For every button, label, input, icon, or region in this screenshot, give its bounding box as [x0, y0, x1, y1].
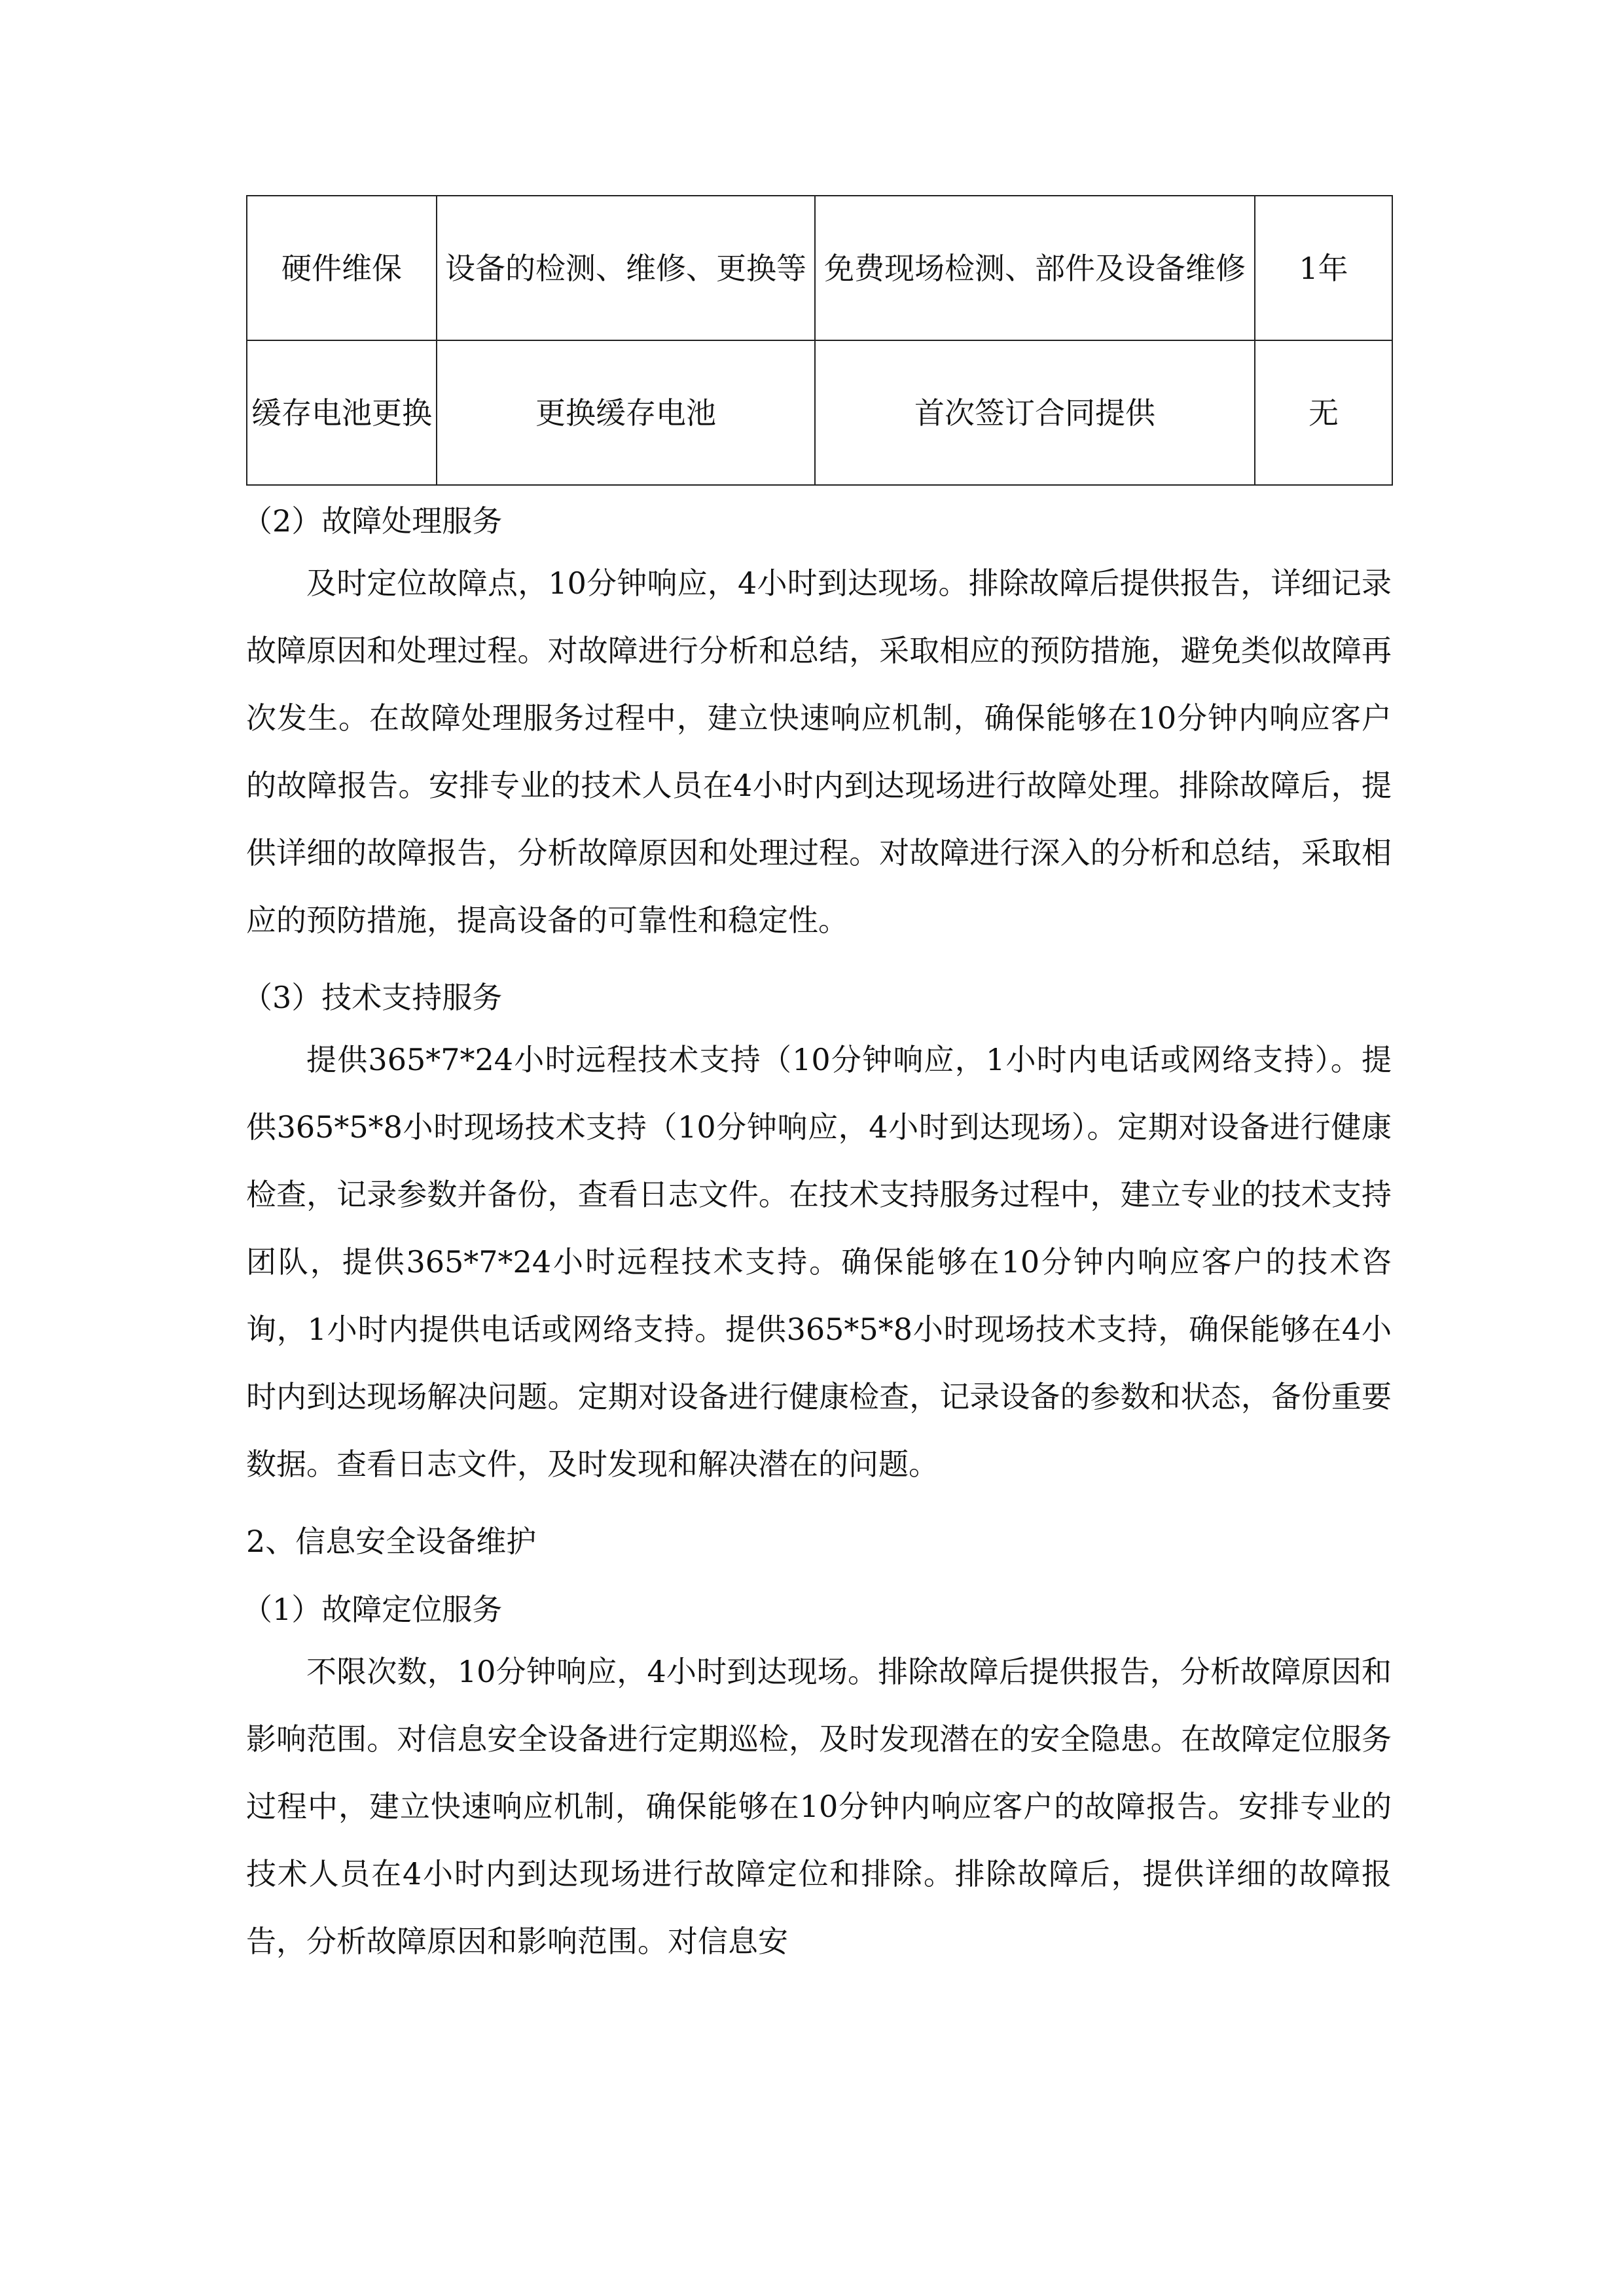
table-cell: 1年 [1255, 196, 1392, 340]
security-section-heading: 2、信息安全设备维护 [246, 1524, 537, 1559]
tech-support-body: 提供365*7*24小时远程技术支持（10分钟响应，1小时内电话或网络支持）。提供365*5*8小时现场技术支持（10分钟响应，4小时到达现场）。定期对设备进行健康检查，记录参数并备份，查看日志文件。在技术支持服务过程中，建立专业的技术支持团队，提供365*7*24小时远程技术支持。确保能够在10分钟内响应客户的技术咨询，1小时内提供电话或网络支持。提供365*5*8小时现场技术支持，确保能够在4小时内到达现场解决问题。定期对设备进行健康检查，记录设备的参数和状态，备份重要数据。查看日志文件，及时发现和解决潜在的问题。 [246, 1042, 1392, 1482]
table-cell: 硬件维保 [247, 196, 437, 340]
document-page [242, 195, 1392, 1975]
fault-location-body: 不限次数，10分钟响应，4小时到达现场。排除故障后提供报告，分析故障原因和影响范围。对信息安全设备进行定期巡检，及时发现潜在的安全隐患。在故障定位服务过程中，建立快速响应机制，确保能够在10分钟内响应客户的故障报告。安排专业的技术人员在4小时内到达现场进行故障定位和排除。排除故障后，提供详细的故障报告，分析故障原因和影响范围。对信息安 [246, 1654, 1392, 1959]
table-cell: 缓存电池更换 [247, 340, 437, 485]
fault-handling-heading: （2）故障处理服务 [242, 503, 503, 539]
table-cell: 首次签订合同提供 [815, 340, 1255, 485]
fault-location-heading: （1）故障定位服务 [242, 1592, 503, 1627]
table-cell: 无 [1255, 340, 1392, 485]
table-row [247, 340, 1392, 485]
table-cell: 更换缓存电池 [437, 340, 815, 485]
table-row [247, 196, 1392, 340]
table-cell: 免费现场检测、部件及设备维修 [815, 196, 1255, 340]
service-table [246, 195, 1393, 486]
table-cell: 设备的检测、维修、更换等 [437, 196, 815, 340]
tech-support-heading: （3）技术支持服务 [242, 980, 503, 1015]
fault-handling-body: 及时定位故障点，10分钟响应，4小时到达现场。排除故障后提供报告，详细记录故障原因和处理过程。对故障进行分析和总结，采取相应的预防措施，避免类似故障再次发生。在故障处理服务过程中，建立快速响应机制，确保能够在10分钟内响应客户的故障报告。安排专业的技术人员在4小时内到达现场进行故障处理。排除故障后，提供详细的故障报告，分析故障原因和处理过程。对故障进行深入的分析和总结，采取相应的预防措施，提高设备的可靠性和稳定性。 [246, 565, 1392, 938]
